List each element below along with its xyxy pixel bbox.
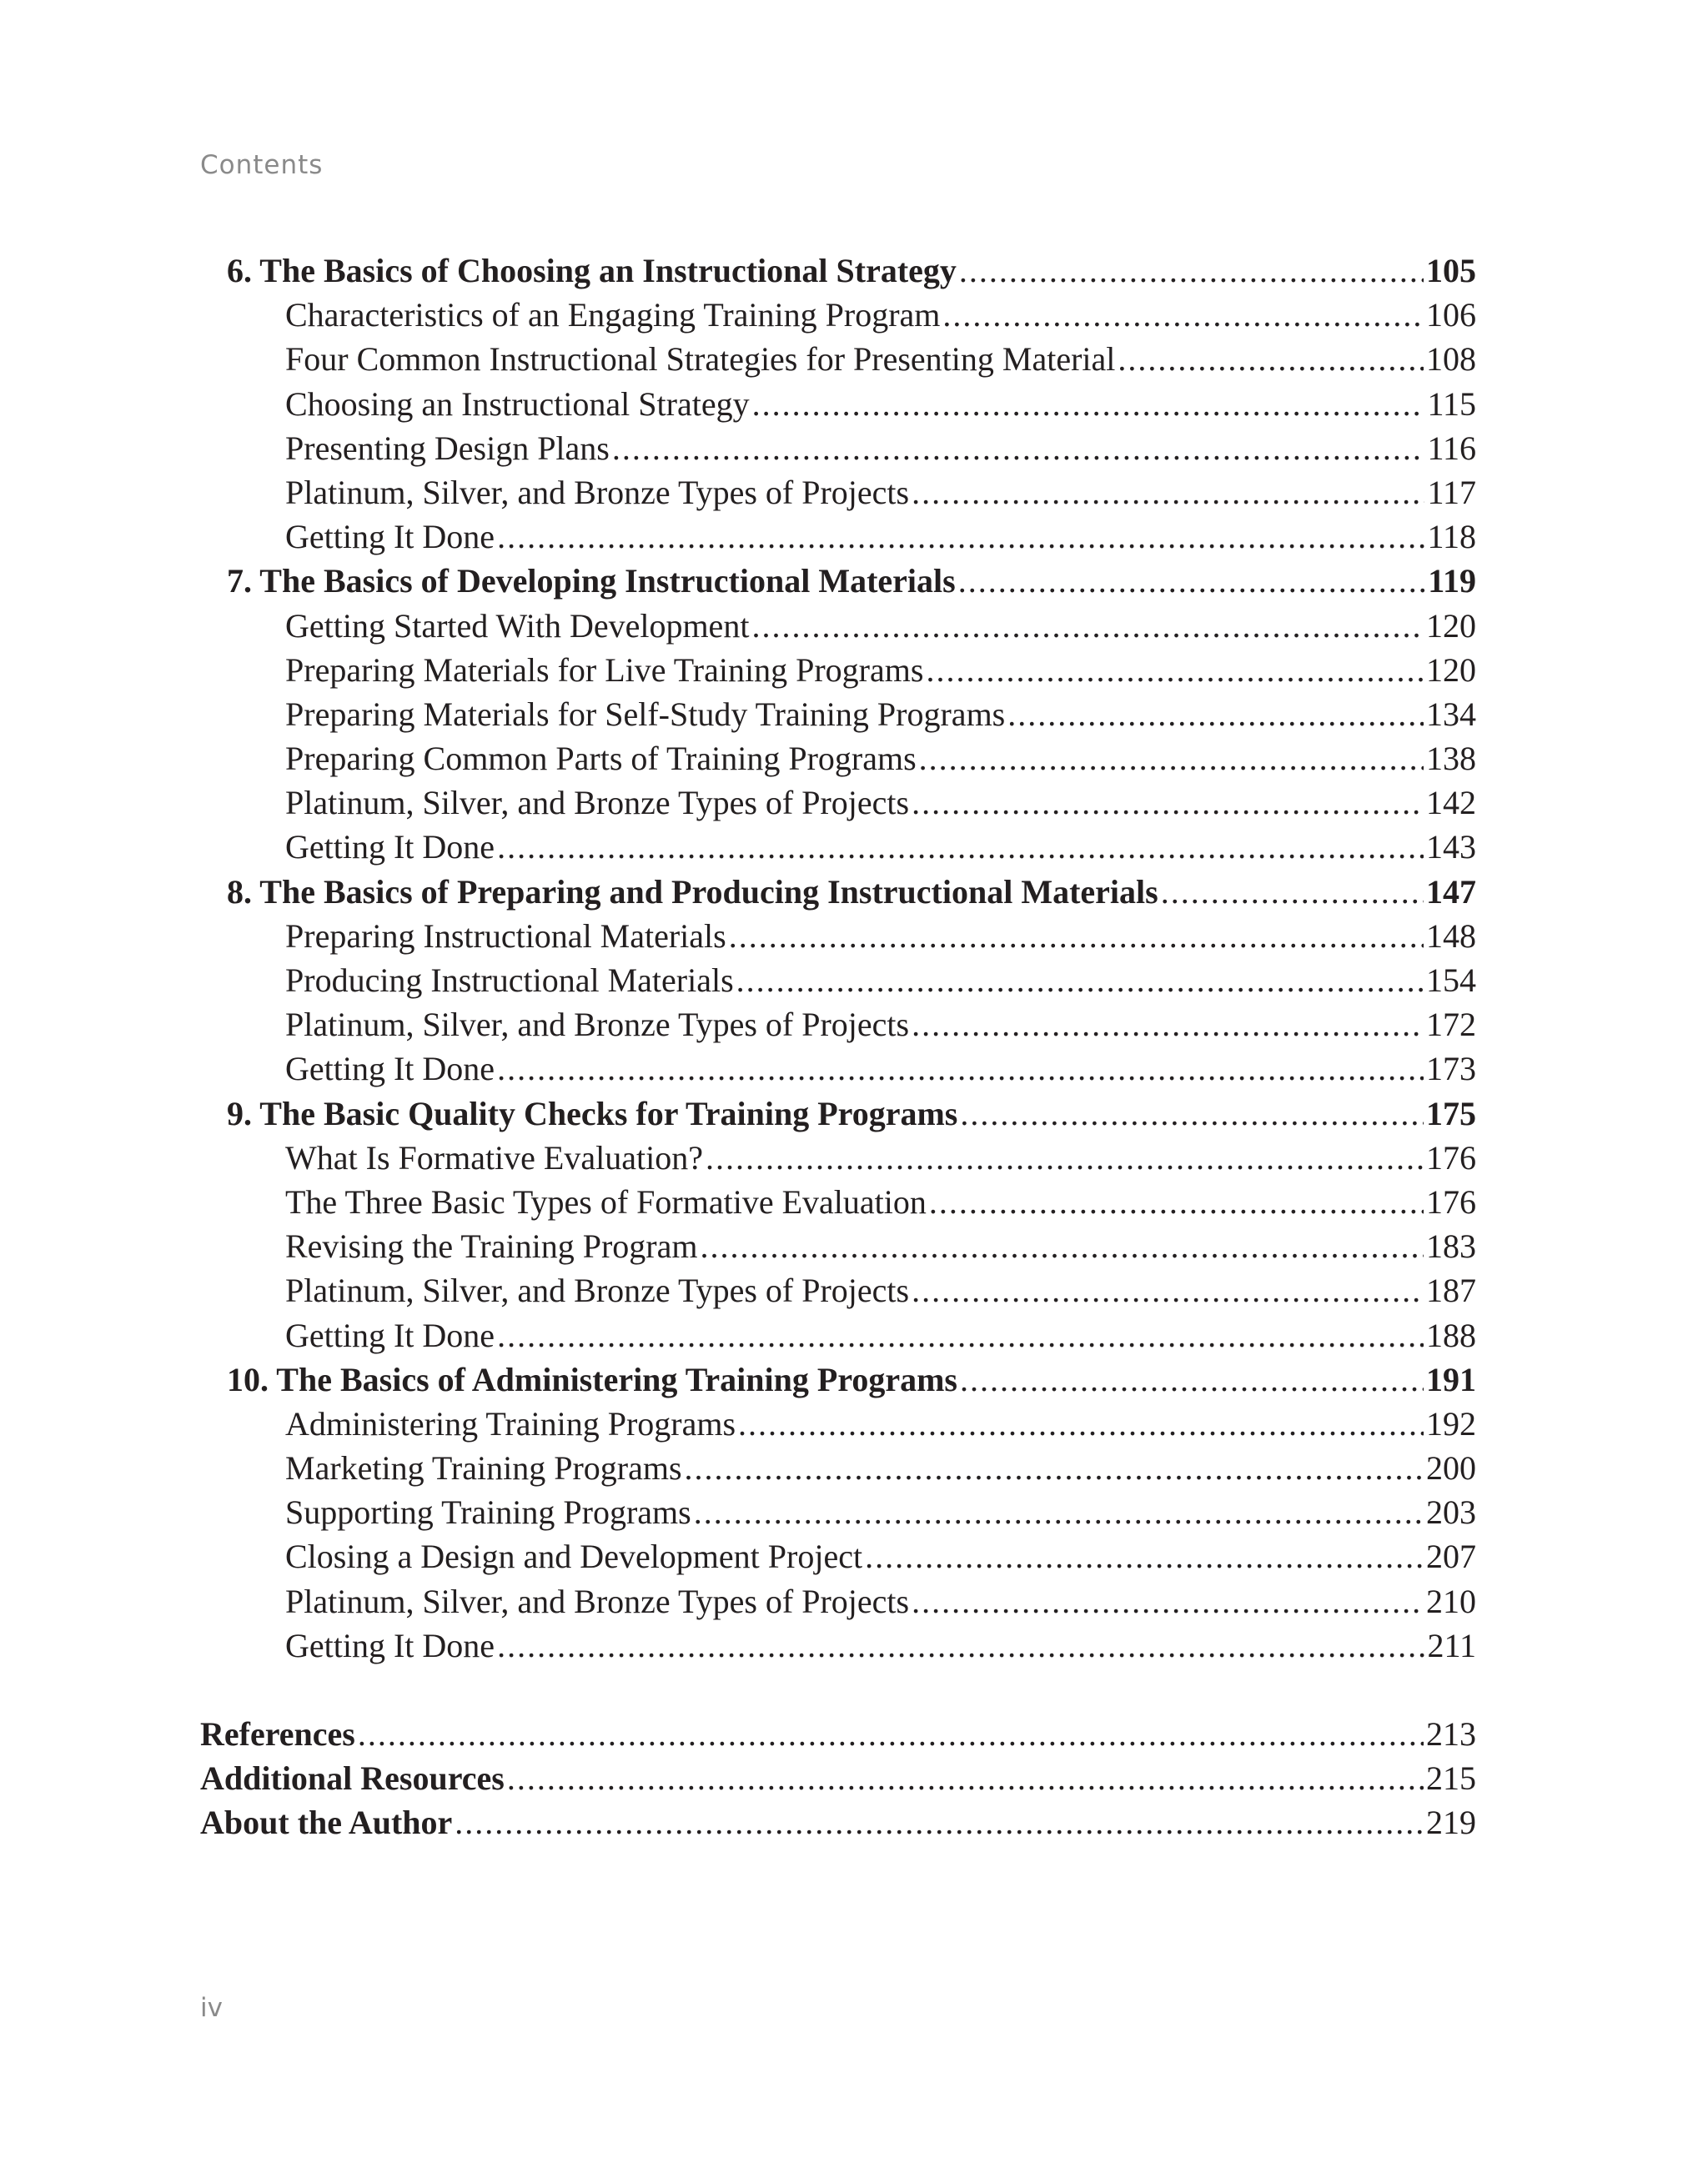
dot-leader — [700, 1224, 1424, 1268]
section-title: Choosing an Instructional Strategy — [285, 384, 750, 423]
toc-backmatter-entry[interactable] — [200, 1800, 1476, 1844]
dot-leader — [738, 1402, 1424, 1446]
toc-section-entry[interactable] — [200, 825, 1476, 869]
dot-leader — [455, 1800, 1424, 1844]
dot-leader — [497, 1313, 1424, 1358]
dot-leader — [685, 1446, 1424, 1490]
section-page-number: 207 — [1426, 1538, 1476, 1576]
dot-leader — [1118, 337, 1424, 381]
section-page-number: 154 — [1426, 961, 1476, 999]
toc-section-entry[interactable] — [200, 1624, 1476, 1668]
section-page-number: 106 — [1426, 296, 1476, 334]
toc-section-entry[interactable] — [200, 1446, 1476, 1490]
toc-chapter-entry[interactable] — [200, 248, 1476, 293]
section-page-number: 172 — [1426, 1006, 1476, 1044]
section-page-number: 176 — [1426, 1182, 1476, 1221]
section-title: Platinum, Silver, and Bronze Types of Projects — [285, 1272, 910, 1310]
section-page-number: 117 — [1427, 473, 1476, 511]
dot-leader — [959, 248, 1424, 293]
section-spacer — [200, 1668, 1476, 1712]
section-page-number: 192 — [1426, 1404, 1476, 1443]
dot-leader — [497, 514, 1424, 559]
toc-section-entry[interactable] — [200, 1046, 1476, 1091]
chapter-page-number: 175 — [1426, 1094, 1476, 1132]
dot-leader — [358, 1712, 1424, 1756]
section-title: Platinum, Silver, and Bronze Types of Projects — [285, 473, 910, 511]
chapter-title: 9. The Basic Quality Checks for Training Programs — [227, 1094, 958, 1132]
toc-section-entry[interactable] — [200, 337, 1476, 381]
toc-section-entry[interactable] — [200, 692, 1476, 736]
dot-leader — [729, 914, 1424, 958]
dot-leader — [929, 1180, 1424, 1224]
running-head: Contents — [200, 150, 324, 180]
section-title: Supporting Training Programs — [285, 1493, 691, 1532]
toc-section-entry[interactable] — [200, 1136, 1476, 1180]
backmatter-title: About the Author — [200, 1804, 453, 1842]
chapter-title: 10. The Basics of Administering Training Programs — [227, 1360, 957, 1398]
section-title: Administering Training Programs — [285, 1404, 736, 1443]
dot-leader — [960, 1358, 1424, 1402]
dot-leader — [865, 1534, 1424, 1578]
section-page-number: 187 — [1426, 1272, 1476, 1310]
section-title: Getting It Done — [285, 1626, 495, 1664]
backmatter-page-number: 219 — [1426, 1804, 1476, 1842]
section-page-number: 143 — [1426, 828, 1476, 866]
section-title: Characteristics of an Engaging Training Program — [285, 296, 941, 334]
toc-section-entry[interactable] — [200, 382, 1476, 426]
toc-section-entry[interactable] — [200, 293, 1476, 337]
dot-leader — [912, 1579, 1424, 1624]
chapter-title: 7. The Basics of Developing Instructional Materials — [227, 562, 956, 600]
section-title: Closing a Design and Development Project — [285, 1538, 863, 1576]
toc-section-entry[interactable] — [200, 780, 1476, 825]
section-page-number: 134 — [1426, 695, 1476, 733]
toc-chapter-entry[interactable] — [200, 1358, 1476, 1402]
section-title: Getting It Done — [285, 1050, 495, 1088]
dot-leader — [612, 426, 1425, 470]
dot-leader — [912, 780, 1424, 825]
section-page-number: 210 — [1426, 1582, 1476, 1620]
backmatter-page-number: 215 — [1426, 1759, 1476, 1798]
toc-backmatter-entry[interactable] — [200, 1756, 1476, 1800]
toc-section-entry[interactable] — [200, 470, 1476, 514]
toc-section-entry[interactable] — [200, 1224, 1476, 1268]
dot-leader — [752, 382, 1425, 426]
section-page-number: 200 — [1426, 1449, 1476, 1488]
chapter-page-number: 191 — [1426, 1360, 1476, 1398]
section-title: Getting Started With Development — [285, 606, 750, 645]
dot-leader — [912, 1002, 1424, 1046]
dot-leader — [919, 736, 1424, 780]
backmatter-title: References — [200, 1715, 355, 1753]
toc-chapter-entry[interactable] — [200, 1092, 1476, 1136]
toc-backmatter-entry[interactable] — [200, 1712, 1476, 1756]
section-title: Revising the Training Program — [285, 1227, 698, 1266]
dot-leader — [926, 648, 1424, 692]
section-title: Preparing Common Parts of Training Programs — [285, 740, 917, 778]
section-title: Preparing Instructional Materials — [285, 916, 726, 955]
section-title: Preparing Materials for Live Training Programs — [285, 650, 924, 689]
dot-leader — [912, 1268, 1424, 1312]
dot-leader — [1161, 870, 1424, 914]
toc-section-entry[interactable] — [200, 1002, 1476, 1046]
toc-section-entry[interactable] — [200, 604, 1476, 648]
toc-chapter-entry[interactable] — [200, 870, 1476, 914]
dot-leader — [706, 1136, 1424, 1180]
toc-section-entry[interactable] — [200, 1490, 1476, 1534]
section-page-number: 188 — [1426, 1316, 1476, 1354]
section-page-number: 118 — [1427, 518, 1476, 556]
section-page-number: 183 — [1426, 1227, 1476, 1266]
toc-chapter-entry[interactable] — [200, 559, 1476, 603]
toc-section-entry[interactable] — [200, 958, 1476, 1002]
section-title: Marketing Training Programs — [285, 1449, 682, 1488]
dot-leader — [497, 825, 1424, 869]
toc-section-entry[interactable] — [200, 1534, 1476, 1578]
section-title: Getting It Done — [285, 1316, 495, 1354]
dot-leader — [751, 604, 1424, 648]
chapter-title: 8. The Basics of Preparing and Producing Instructional Materials — [227, 872, 1158, 911]
backmatter-title: Additional Resources — [200, 1759, 505, 1798]
dot-leader — [497, 1624, 1424, 1668]
toc-section-entry[interactable] — [200, 514, 1476, 559]
section-title: What Is Formative Evaluation? — [285, 1138, 703, 1177]
section-page-number: 108 — [1426, 340, 1476, 379]
chapter-page-number: 119 — [1428, 562, 1476, 600]
page-number: iv — [200, 1993, 223, 2023]
toc-section-entry[interactable] — [200, 648, 1476, 692]
section-page-number: 211 — [1427, 1626, 1476, 1664]
section-page-number: 142 — [1426, 784, 1476, 822]
section-title: Presenting Design Plans — [285, 429, 610, 467]
backmatter-page-number: 213 — [1426, 1715, 1476, 1753]
section-page-number: 176 — [1426, 1138, 1476, 1177]
dot-leader — [960, 1092, 1424, 1136]
chapter-title: 6. The Basics of Choosing an Instructional Strategy — [227, 252, 957, 289]
section-page-number: 138 — [1426, 740, 1476, 778]
toc-section-entry[interactable] — [200, 1313, 1476, 1358]
toc-section-entry[interactable] — [200, 426, 1476, 470]
section-page-number: 115 — [1427, 384, 1476, 423]
dot-leader — [497, 1046, 1424, 1091]
section-page-number: 120 — [1426, 650, 1476, 689]
section-page-number: 120 — [1426, 606, 1476, 645]
chapter-page-number: 105 — [1426, 252, 1476, 289]
table-of-contents — [200, 248, 1476, 1845]
toc-section-entry[interactable] — [200, 736, 1476, 780]
section-page-number: 116 — [1427, 429, 1476, 467]
dot-leader — [736, 958, 1424, 1002]
dot-leader — [958, 559, 1426, 603]
dot-leader — [1007, 692, 1424, 736]
section-page-number: 203 — [1426, 1493, 1476, 1532]
section-page-number: 148 — [1426, 916, 1476, 955]
toc-section-entry[interactable] — [200, 1579, 1476, 1624]
toc-section-entry[interactable] — [200, 1402, 1476, 1446]
section-page-number: 173 — [1426, 1050, 1476, 1088]
dot-leader — [507, 1756, 1424, 1800]
toc-section-entry[interactable] — [200, 914, 1476, 958]
toc-section-entry[interactable] — [200, 1180, 1476, 1224]
section-title: Platinum, Silver, and Bronze Types of Projects — [285, 784, 910, 822]
dot-leader — [942, 293, 1424, 337]
section-title: Getting It Done — [285, 518, 495, 556]
section-title: Producing Instructional Materials — [285, 961, 734, 999]
dot-leader — [694, 1490, 1424, 1534]
section-title: Platinum, Silver, and Bronze Types of Projects — [285, 1582, 910, 1620]
chapter-page-number: 147 — [1426, 872, 1476, 911]
section-title: Platinum, Silver, and Bronze Types of Projects — [285, 1006, 910, 1044]
toc-section-entry[interactable] — [200, 1268, 1476, 1312]
dot-leader — [912, 470, 1424, 514]
section-title: Four Common Instructional Strategies for Presenting Material — [285, 340, 1116, 379]
section-title: Preparing Materials for Self-Study Training Programs — [285, 695, 1006, 733]
section-title: The Three Basic Types of Formative Evaluation — [285, 1182, 927, 1221]
section-title: Getting It Done — [285, 828, 495, 866]
